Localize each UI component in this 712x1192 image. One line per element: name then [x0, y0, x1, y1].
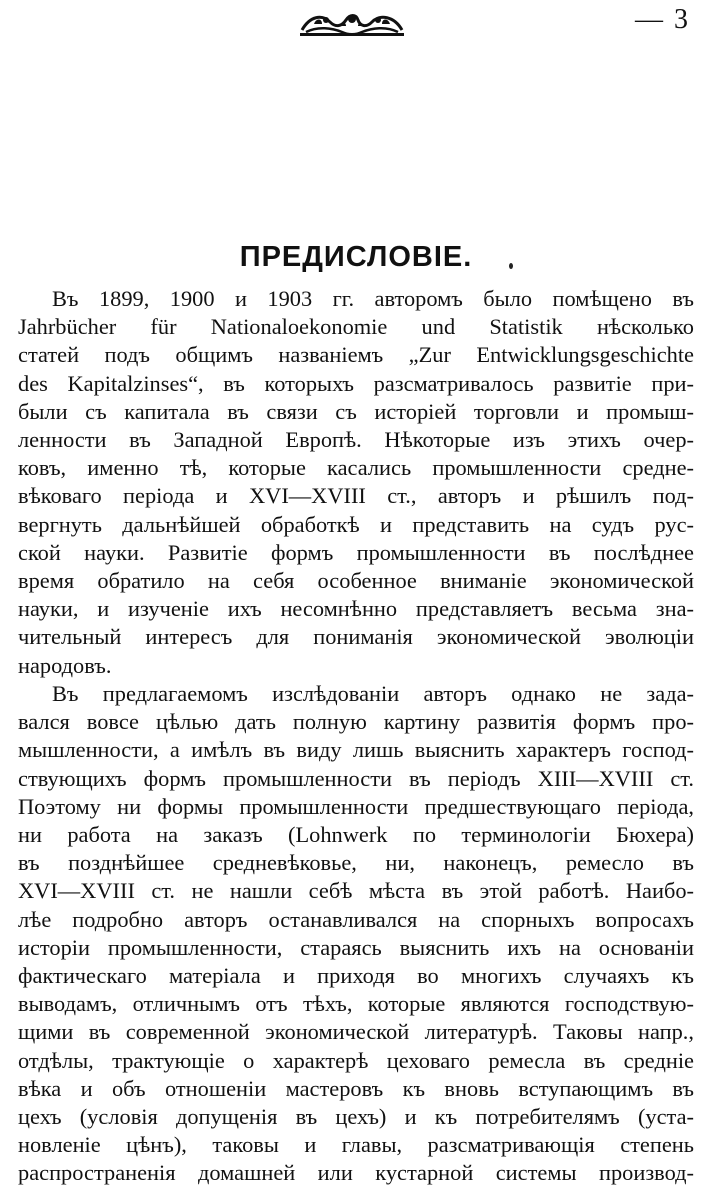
text-line: вался вовсе цѣлью дать полную картину развитія формъ про- [18, 709, 694, 735]
text-line: время обратило на себя особенное вниманіе экономической [18, 568, 694, 594]
text-line: Поэтому ни формы промышленности предшествующаго періода, [18, 793, 694, 819]
text-line: фактическаго матеріала и приходя во многихъ случаяхъ къ [18, 963, 694, 989]
text-line: XVI—XVIII ст. не нашли себѣ мѣста въ этой работѣ. Наибо- [18, 878, 694, 904]
text-line: исторіи промышленности, стараясь выяснить ихъ на основаніи [18, 934, 694, 960]
text-line: статей подъ общимъ названіемъ „Zur Entwicklungsgeschichte [18, 342, 694, 368]
text-line: цехъ (условія допущенія въ цехъ) и къ потребителямъ (уста- [18, 1104, 694, 1130]
text-line: лѣе подробно авторъ останавливался на спорныхъ вопросахъ [18, 906, 694, 932]
decorative-floral-ornament-icon [296, 8, 408, 38]
text-line: были съ капитала въ связи съ исторіей торговли и промыш- [18, 398, 694, 424]
text-line: Въ 1899, 1900 и 1903 гг. авторомъ было помѣщено въ [52, 286, 694, 311]
text-line: отдѣлы, трактующіе о характерѣ цеховаго ремесла въ средніе [18, 1047, 694, 1073]
paragraph-2 [18, 680, 694, 1188]
text-line: науки, и изученіе ихъ несомнѣнно представляетъ весьма зна- [18, 596, 694, 622]
text-line: щими въ современной экономической литературѣ. Таковы напр., [18, 1019, 694, 1045]
text-line: des Kapitalzinses“, въ которыхъ разсматривалось развитіе при- [18, 370, 694, 396]
text-line: ни работа на заказъ (Lohnwerk по терминологіи Бюхера) [18, 822, 694, 848]
paragraph-1 [18, 285, 694, 680]
text-line: ковъ, именно тѣ, которые касались промышленности средне- [18, 455, 694, 481]
text-line: мышленности, а имѣлъ въ виду лишь выяснить характеръ господ- [18, 737, 694, 763]
page-title: ПРЕДИСЛОВІЕ. [239, 241, 473, 274]
text-line: распространенія домашней или кустарной системы производ- [18, 1160, 694, 1186]
text-line: Въ предлагаемомъ изслѣдованіи авторъ однако не зада- [52, 681, 694, 706]
text-line: въ позднѣйшее средневѣковье, ни, наконецъ, ремесло въ [18, 850, 694, 876]
text-line: новленіе цѣнъ), таковы и главы, разсматривающія степень [18, 1132, 694, 1158]
text-line: вѣка и объ отношеніи мастеровъ къ вновь вступающимъ въ [18, 1075, 694, 1101]
text-line: чительный интересъ для пониманія экономической эволюціи [18, 624, 694, 650]
text-line: ленности въ Западной Европѣ. Нѣкоторые изъ этихъ очер- [18, 427, 694, 453]
text-line: ской науки. Развитіе формъ промышленности въ послѣднее [18, 539, 694, 565]
page-number: — 3 [635, 4, 690, 35]
text-line: народовъ. [18, 652, 112, 678]
text-line: выводамъ, отличнымъ отъ тѣхъ, которые являются господствую- [18, 991, 694, 1017]
text-line: вергнуть дальнѣйшей обработкѣ и представить на судъ рус- [18, 511, 694, 537]
text-line: Jahrbücher für Nationaloekonomie und Statistik нѣсколько [18, 314, 694, 340]
text-line: вѣковаго періода и XVI—XVIII ст., авторъ и рѣшилъ под- [18, 483, 694, 509]
text-line: ствующихъ формъ промышленности въ періодъ XIII—XVIII ст. [18, 765, 694, 791]
print-speck [509, 263, 513, 269]
